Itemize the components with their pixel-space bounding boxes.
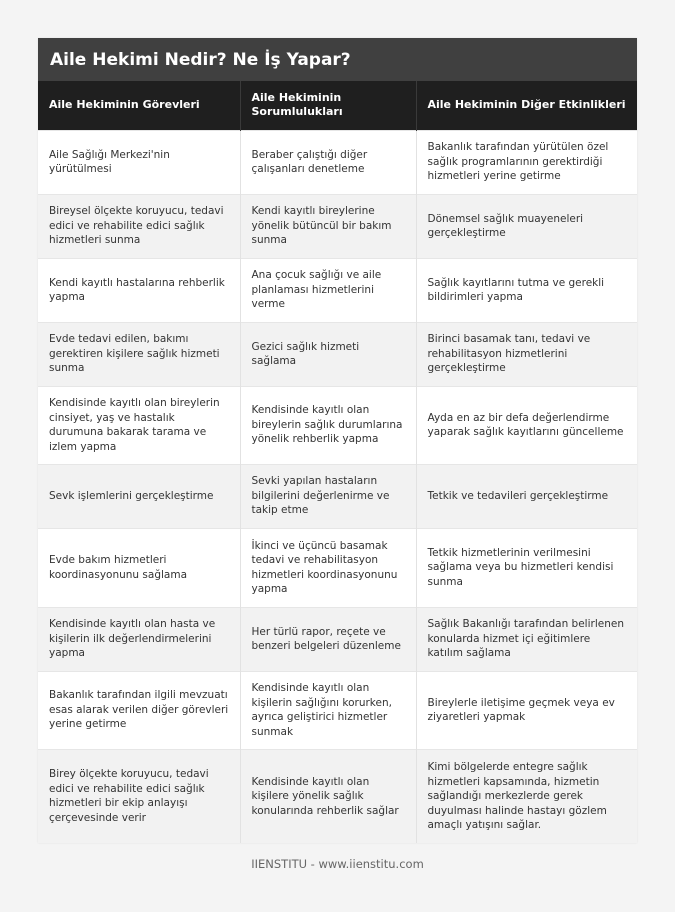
table-cell: Aile Sağlığı Merkezi'nin yürütülmesi bbox=[38, 130, 240, 194]
table-cell: Kendisinde kayıtlı olan kişilere yönelik sağlık konularında rehberlik sağlar bbox=[240, 749, 416, 843]
table-row bbox=[38, 386, 637, 464]
table-cell: Bireysel ölçekte koruyucu, tedavi edici ve rehabilite edici sağlık hizmetleri sunma bbox=[38, 194, 240, 258]
table-cell: Birey ölçekte koruyucu, tedavi edici ve rehabilite edici sağlık hizmetleri bir ekip anlayışı çerçevesinde verir bbox=[38, 749, 240, 843]
table-cell: Kendisinde kayıtlı olan kişilerin sağlığını korurken, ayrıca geliştirici hizmetler sunmak bbox=[240, 671, 416, 749]
table-row bbox=[38, 607, 637, 671]
table-cell: Kendi kayıtlı bireylerine yönelik bütüncül bir bakım sunma bbox=[240, 194, 416, 258]
table-cell: Bakanlık tarafından yürütülen özel sağlık programlarının gerektirdiği hizmetleri yerine getirme bbox=[416, 130, 637, 194]
table-cell: Bireylerle iletişime geçmek veya ev ziyaretleri yapmak bbox=[416, 671, 637, 749]
table-cell: Kimi bölgelerde entegre sağlık hizmetleri kapsamında, hizmetin sağlandığı merkezlerde gerek duyulması halinde hastayı gözlem amaçlı yatışını sağlar. bbox=[416, 749, 637, 843]
page-title: Aile Hekimi Nedir? Ne İş Yapar? bbox=[38, 38, 637, 81]
table-cell: Evde tedavi edilen, bakımı gerektiren kişilere sağlık hizmeti sunma bbox=[38, 322, 240, 386]
table-cell: Sevki yapılan hastaların bilgilerini değerlenirme ve takip etme bbox=[240, 464, 416, 528]
table-row bbox=[38, 528, 637, 607]
table-cell: Kendisinde kayıtlı olan hasta ve kişilerin ilk değerlendirmelerini yapma bbox=[38, 607, 240, 671]
table-row bbox=[38, 322, 637, 386]
table-cell: Bakanlık tarafından ilgili mevzuatı esas alarak verilen diğer görevleri yerine getirme bbox=[38, 671, 240, 749]
column-header-duties: Aile Hekiminin Görevleri bbox=[38, 81, 240, 130]
table-row bbox=[38, 749, 637, 843]
table-cell: Gezici sağlık hizmeti sağlama bbox=[240, 322, 416, 386]
table-row bbox=[38, 464, 637, 528]
table-row bbox=[38, 194, 637, 258]
table-cell: Sağlık Bakanlığı tarafından belirlenen konularda hizmet içi eğitimlere katılım sağlama bbox=[416, 607, 637, 671]
table-cell: Kendisinde kayıtlı olan bireylerin sağlık durumlarına yönelik rehberlik yapma bbox=[240, 386, 416, 464]
table-row bbox=[38, 671, 637, 749]
table-cell: Kendi kayıtlı hastalarına rehberlik yapma bbox=[38, 258, 240, 322]
table-cell: Evde bakım hizmetleri koordinasyonunu sağlama bbox=[38, 528, 240, 607]
table-cell: Tetkik ve tedavileri gerçekleştirme bbox=[416, 464, 637, 528]
table-cell: Ayda en az bir defa değerlendirme yaparak sağlık kayıtlarını güncelleme bbox=[416, 386, 637, 464]
table-cell: Sağlık kayıtlarını tutma ve gerekli bildirimleri yapma bbox=[416, 258, 637, 322]
table-cell: Sevk işlemlerini gerçekleştirme bbox=[38, 464, 240, 528]
table-cell: İkinci ve üçüncü basamak tedavi ve rehabilitasyon hizmetleri koordinasyonunu yapma bbox=[240, 528, 416, 607]
column-header-responsibilities: Aile Hekiminin Sorumlulukları bbox=[240, 81, 416, 130]
footer-credit: IIENSTITU - www.iienstitu.com bbox=[251, 857, 424, 871]
table-header-row bbox=[38, 81, 637, 130]
table-cell: Dönemsel sağlık muayeneleri gerçekleştirme bbox=[416, 194, 637, 258]
table-cell: Tetkik hizmetlerinin verilmesini sağlama veya bu hizmetleri kendisi sunma bbox=[416, 528, 637, 607]
info-card bbox=[38, 38, 637, 843]
table-row bbox=[38, 258, 637, 322]
table-cell: Birinci basamak tanı, tedavi ve rehabilitasyon hizmetlerini gerçekleştirme bbox=[416, 322, 637, 386]
table-cell: Kendisinde kayıtlı olan bireylerin cinsiyet, yaş ve hastalık durumuna bakarak tarama ve izlem yapma bbox=[38, 386, 240, 464]
column-header-other-activities: Aile Hekiminin Diğer Etkinlikleri bbox=[416, 81, 637, 130]
table-cell: Her türlü rapor, reçete ve benzeri belgeleri düzenleme bbox=[240, 607, 416, 671]
table-cell: Beraber çalıştığı diğer çalışanları denetleme bbox=[240, 130, 416, 194]
table-row bbox=[38, 130, 637, 194]
duties-table bbox=[38, 81, 637, 843]
table-cell: Ana çocuk sağlığı ve aile planlaması hizmetlerini verme bbox=[240, 258, 416, 322]
